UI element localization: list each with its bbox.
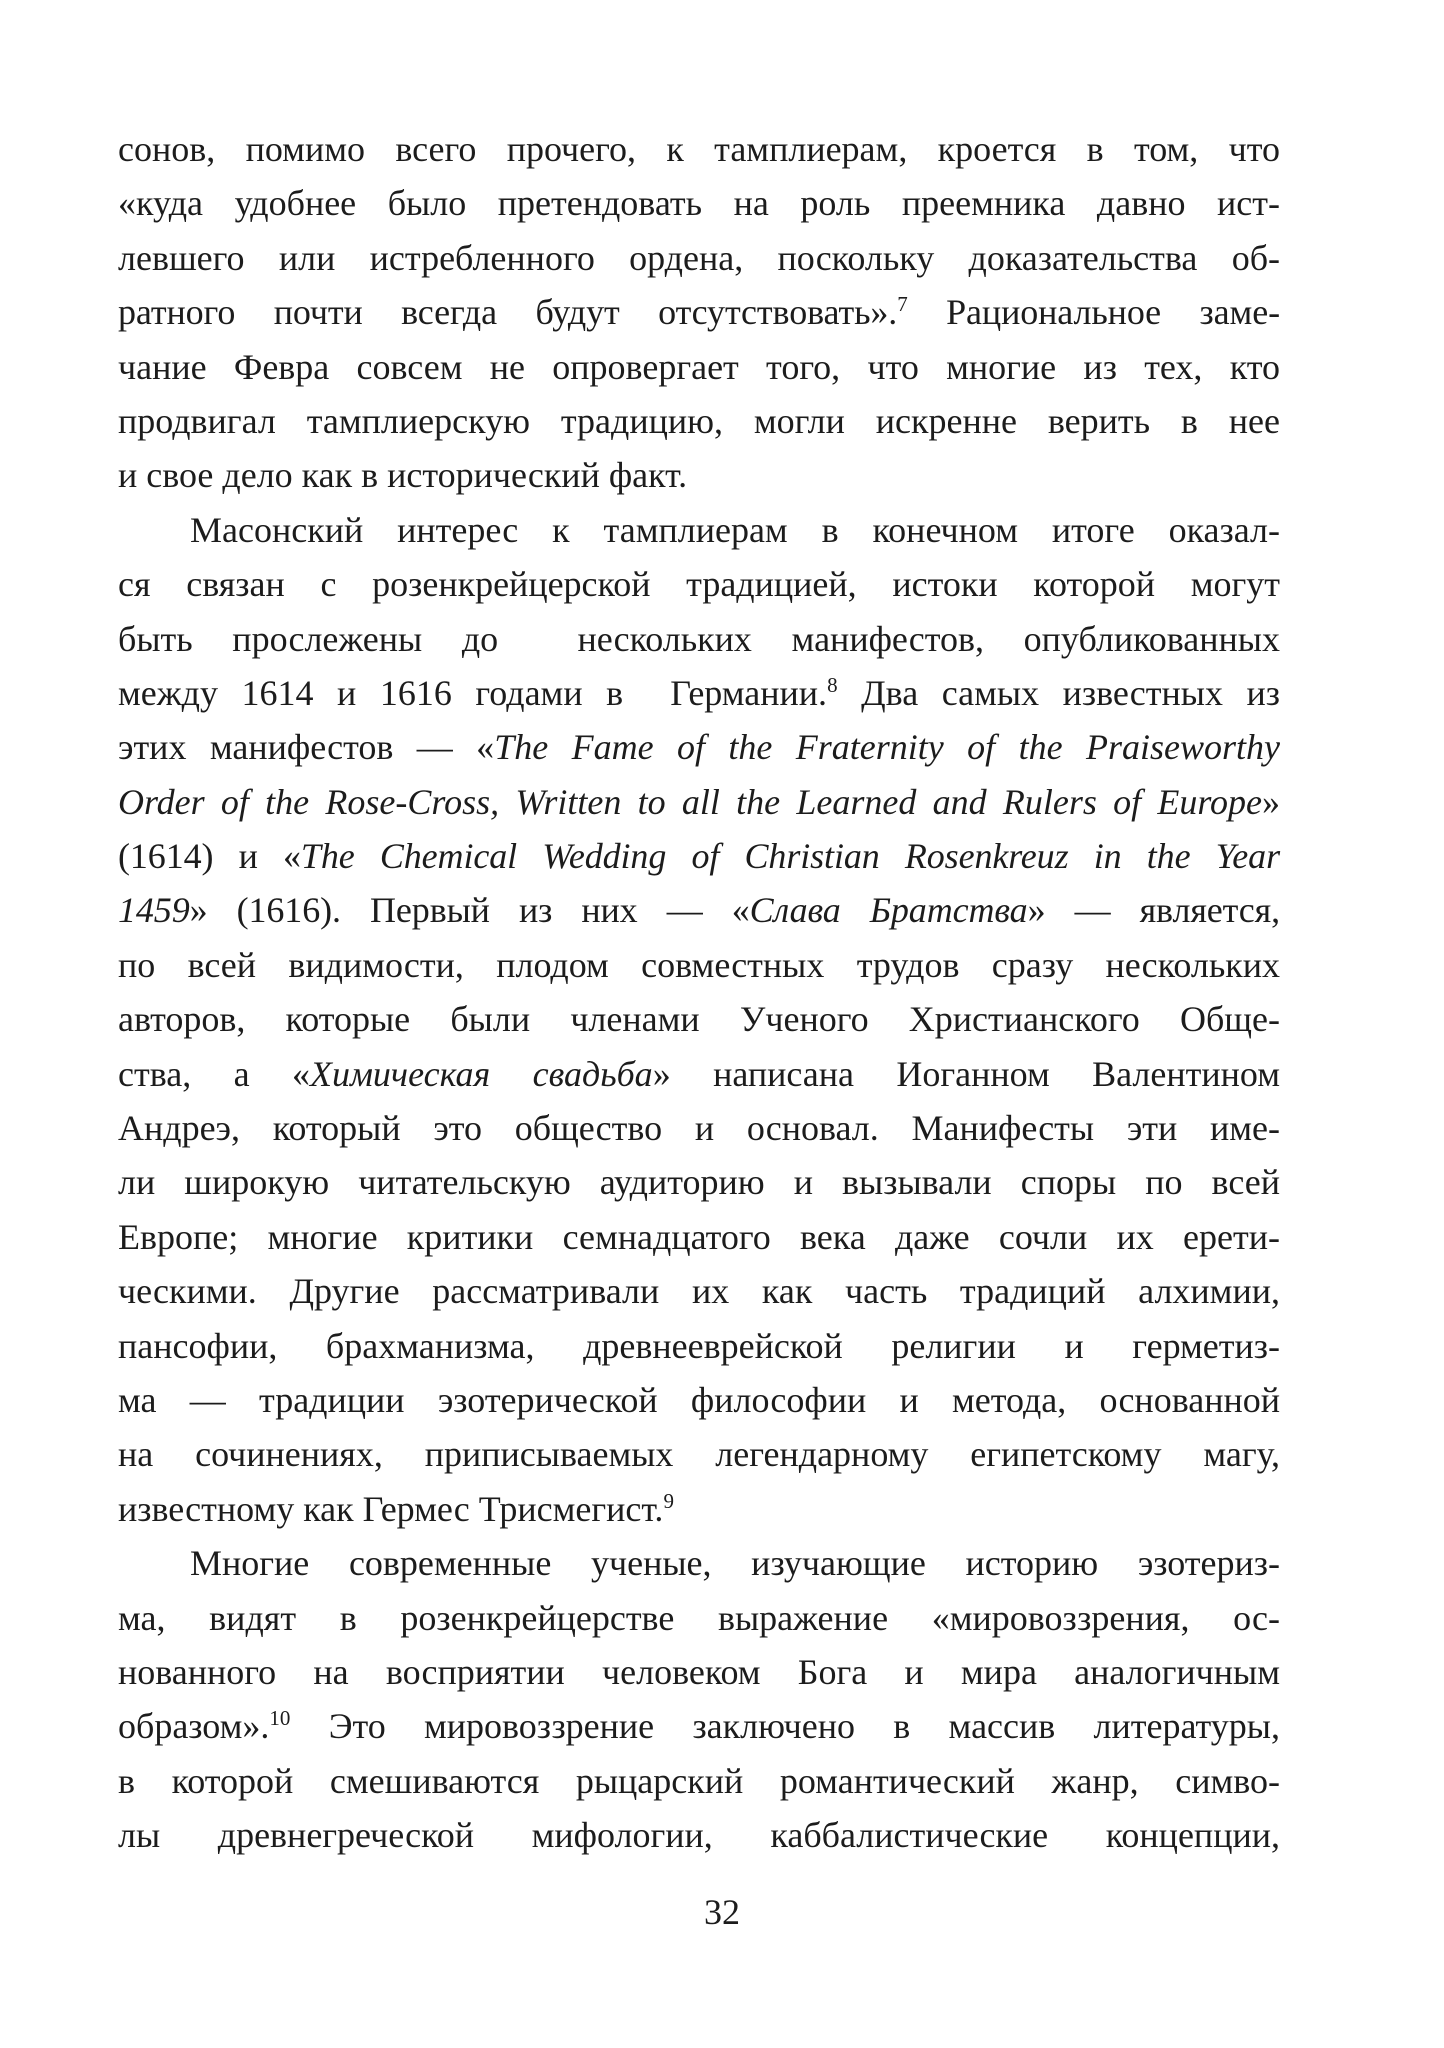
text-line: (1614) и «The Chemical Wedding of Christian Rosenkreuz in the Year	[118, 836, 1280, 877]
italic-title: Order of the Rose-Cross, Written to all the Learned and Rulers of Europe	[118, 781, 1262, 822]
italic-title: The Chemical Wedding of Christian Rosenkreuz in the Year	[300, 836, 1280, 877]
text-line: сонов, помимо всего прочего, к тамплиерам, кроется в том, что	[118, 129, 1280, 169]
text-line: ли широкую читательскую аудиторию и вызывали споры по всей	[118, 1162, 1280, 1203]
text-line: чание Февра совсем не опровергает того, что многие из тех, кто	[118, 346, 1280, 387]
italic-title: 1459	[118, 890, 190, 931]
text-line: на сочинениях, приписываемых легендарному египетскому магу,	[118, 1434, 1280, 1475]
text-line: 1459» (1616). Первый из них — «Слава Братства» — является,	[118, 890, 1280, 931]
text-line: авторов, которые были членами Ученого Христианского Обще-	[118, 999, 1280, 1040]
text-line: ратного почти всегда будут отсутствовать».$^7$ Рациональное заме-	[118, 292, 1280, 333]
footnote-ref: 9	[663, 1488, 674, 1513]
text-line: ства, а «Химическая свадьба» написана Иоганном Валентином	[118, 1053, 1280, 1094]
text-line: известному как Гермес Трисмегист.$^9$	[118, 1488, 674, 1529]
text-line: лы древнегреческой мифологии, каббалистические концепции,	[118, 1815, 1280, 1856]
paragraph-start: Масонский интерес к тамплиерам в конечном итоге оказал-	[190, 509, 1280, 550]
text-line: образом».$^{10}$ Это мировоззрение заключено в массив литературы,	[118, 1706, 1280, 1747]
page-number: 32	[704, 1892, 740, 1932]
italic-title: Слава Братства	[749, 890, 1028, 931]
text-line: продвигал тамплиерскую традицию, могли искренне верить в нее	[118, 400, 1280, 441]
paragraph-start: Многие современные ученые, изучающие историю эзотериз-	[190, 1543, 1280, 1584]
text-line: «куда удобнее было претендовать на роль преемника давно ист-	[118, 183, 1280, 224]
body-text	[118, 122, 1280, 1863]
text-line: ся связан с розенкрейцерской традицией, истоки которой могут	[118, 564, 1280, 605]
italic-title: Химическая свадьба	[309, 1053, 653, 1094]
footnote-ref: 10	[269, 1706, 291, 1731]
text-line: быть прослежены до нескольких манифестов, опубликованных	[118, 618, 1280, 659]
text-line: Order of the Rose-Cross, Written to all the Learned and Rulers of Europe»	[118, 781, 1280, 822]
text-line: левшего или истребленного ордена, поскольку доказательства об-	[118, 237, 1280, 278]
text-line: и свое дело как в исторический факт.	[118, 455, 688, 496]
text-line: в которой смешиваются рыцарский романтический жанр, симво-	[118, 1760, 1280, 1801]
text-line: ма, видят в розенкрейцерстве выражение «мировоззрения, ос-	[118, 1597, 1280, 1638]
text-line: между 1614 и 1616 годами в Германии.$^8$ Два самых известных из	[118, 672, 1280, 713]
text-line: Европе; многие критики семнадцатого века даже сочли их ерети-	[118, 1216, 1280, 1257]
italic-title: The Fame of the Fraternity of the Praiseworthy	[494, 727, 1280, 768]
footnote-ref: 8	[827, 672, 838, 697]
text-line: пансофии, брахманизма, древнееврейской религии и герметиз-	[118, 1325, 1280, 1366]
text-line: нованного на восприятии человеком Бога и мира аналогичным	[118, 1651, 1280, 1692]
text-line: этих манифестов — «The Fame of the Fraternity of the Praiseworthy	[118, 727, 1280, 768]
text-line: Андреэ, который это общество и основал. Манифесты эти име-	[118, 1108, 1280, 1149]
text-line: ческими. Другие рассматривали их как часть традиций алхимии,	[118, 1271, 1280, 1312]
text-line: ма — традиции эзотерической философии и метода, основанной	[118, 1379, 1280, 1420]
footnote-ref: 7	[897, 292, 908, 317]
text-line: по всей видимости, плодом совместных трудов сразу нескольких	[118, 944, 1280, 985]
